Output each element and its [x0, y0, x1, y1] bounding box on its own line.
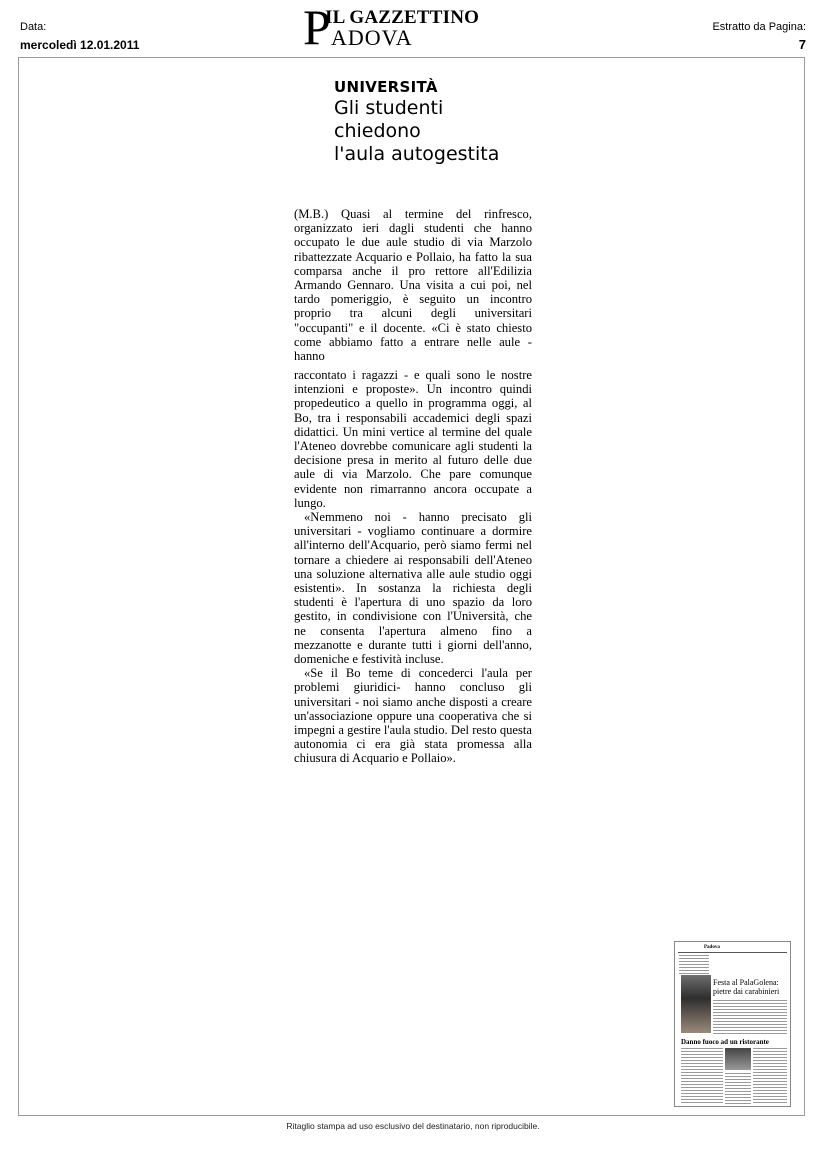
- masthead-logo: [303, 0, 533, 55]
- thumbnail-headline: Festa al PalaGolena: pietre dai carabinieri: [713, 978, 780, 996]
- thumbnail-text-block: [713, 1000, 787, 1034]
- article-paragraph: raccontato i ragazzi - e quali sono le nostre intenzioni e proposte». Un incontro quindi propedeutico a quello in programma oggi, al Bo, tra i responsabili accademici degli spazi didattici. Un mini vertice al termine del quale l'Ateneo dovrebbe comunicare agli studenti la decisione presa in merito al futuro delle due aule di via Marzolo. Che pare comunque evidente non rimarranno ancora occupate a lungo.: [294, 368, 532, 510]
- article-paragraph: «Se il Bo teme di concederci l'aula per problemi giuridici- hanno concluso gli universitari - noi siamo anche disposti a creare un'associazione oppure una cooperativa che si impegni a gestire l'aula studio. Del resto questa autonomia ci era già stata promessa alla chiusura di Acquario e Pollaio».: [294, 666, 532, 766]
- thumbnail-photo: [681, 975, 711, 1033]
- page-thumbnail: [674, 941, 791, 1107]
- masthead-name: IL GAZZETTINO: [325, 7, 480, 28]
- thumbnail-headline: Danno fuoco ad un ristorante: [681, 1038, 769, 1046]
- thumbnail-text-block: [679, 955, 709, 975]
- thumbnail-topbar: [678, 945, 787, 953]
- header-date-block: [20, 20, 139, 52]
- article-paragraph: «Nemmeno noi - hanno precisato gli universitari - vogliamo continuare a dormire all'interno dell'Acquario, però siamo fermi nel tornare a chiedere ai responsabili dell'Ateneo una soluzione alternativa alle aule studio oggi esistenti». In sostanza la richiesta degli studenti è l'apertura di uno spazio da loro gestito, in condivisione con l'Università, che ne consenta l'apertura almeno fino a mezzanotte e durante tutti i giorni dell'anno, domeniche e festività incluse.: [294, 510, 532, 667]
- header-page-block: [712, 20, 806, 52]
- thumbnail-section-label: Padova: [704, 945, 720, 950]
- thumbnail-text-block: [753, 1048, 787, 1104]
- page-label: Estratto da Pagina:: [712, 21, 806, 33]
- thumbnail-text-block: [725, 1073, 751, 1104]
- masthead-initial: P: [303, 0, 329, 55]
- article-kicker: UNIVERSITÀ: [334, 78, 438, 96]
- copyright-notice: Ritaglio stampa ad uso esclusivo del destinatario, non riproducibile.: [286, 1121, 540, 1131]
- article-headline: [334, 97, 499, 166]
- headline-line: l'aula autogestita: [334, 143, 500, 165]
- article-paragraph: (M.B.) Quasi al termine del rinfresco, organizzato ieri dagli studenti che hanno occupato le due aule studio di via Marzolo ribattezzate Acquario e Pollaio, ha fatto la sua comparsa anche il pro rettore all'Edilizia Armando Gennaro. Una visita a cui poi, nel tardo pomeriggio, è seguito un incontro proprio tra alcuni degli universitari "occupanti" e il docente. «Ci è stato chiesto come abbiamo fatto a entrare nelle aule - hanno: [294, 207, 532, 364]
- headline-line: Gli studenti: [334, 97, 444, 119]
- article-body-part-1: [294, 207, 532, 363]
- date-label: Data:: [20, 21, 47, 33]
- article-body-part-2: [294, 368, 532, 766]
- page-number: 7: [798, 37, 806, 52]
- thumbnail-photo: [725, 1048, 751, 1070]
- masthead-city: ADOVA: [331, 25, 413, 50]
- publication-date: mercoledì 12.01.2011: [20, 38, 140, 52]
- headline-line: chiedono: [334, 120, 421, 142]
- thumbnail-text-block: [681, 1048, 723, 1104]
